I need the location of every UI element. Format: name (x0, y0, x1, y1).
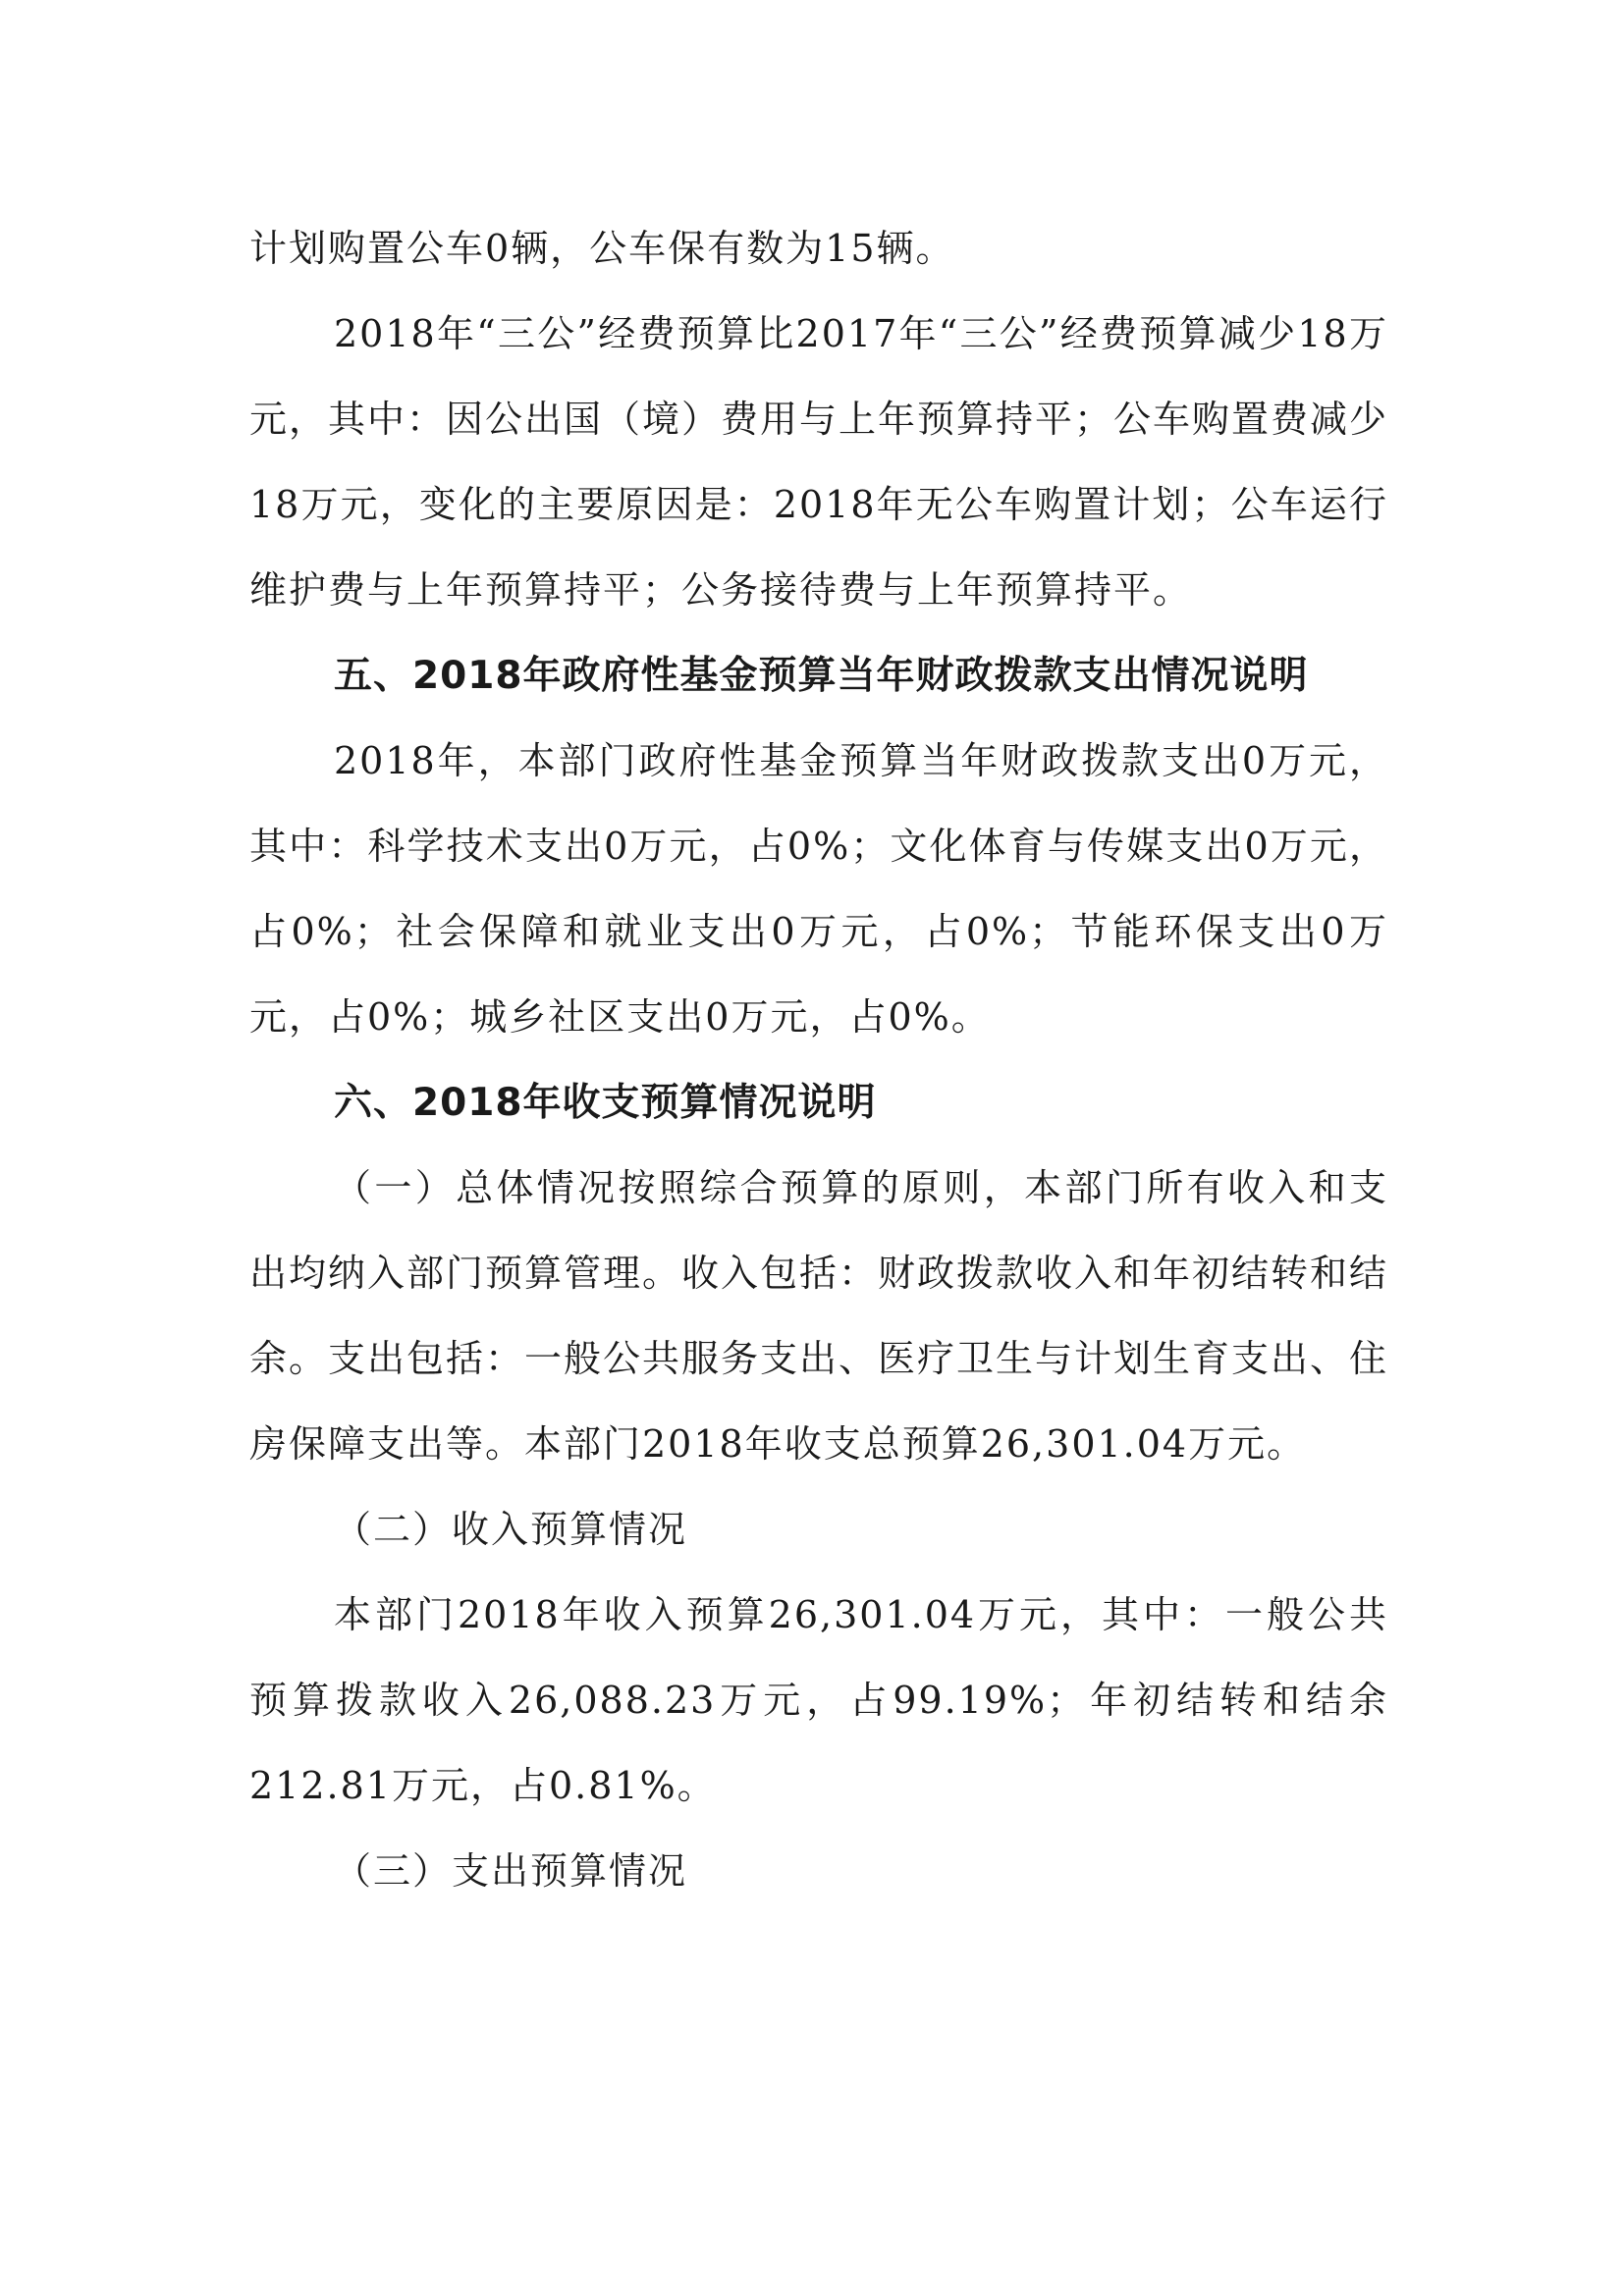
paragraph-three-public-expenses: 2018年“三公”经费预算比2017年“三公”经费预算减少18万元，其中：因公出国（境）费用与上年预算持平；公车购置费减少18万元，变化的主要原因是：2018年无公车购置计划；公车运行维护费与上年预算持平；公务接待费与上年预算持平。 (249, 312, 1389, 612)
subheading-income-budget: （二）收入预算情况 (334, 1508, 688, 1551)
document-body (249, 206, 1388, 1914)
paragraph-vehicles: 计划购置公车0辆，公车保有数为15辆。 (249, 227, 955, 270)
paragraph-government-fund: 2018年，本部门政府性基金预算当年财政拨款支出0万元，其中：科学技术支出0万元，占0%；文化体育与传媒支出0万元，占0%；社会保障和就业支出0万元，占0%；节能环保支出0万元，占0%；城乡社区支出0万元，占0%。 (249, 739, 1388, 1039)
paragraph-income-budget: 本部门2018年收入预算26,301.04万元，其中：一般公共预算拨款收入26,088.23万元，占99.19%；年初结转和结余212.81万元，占0.81%。 (249, 1593, 1388, 1807)
subheading-expense-budget: （三）支出预算情况 (334, 1849, 688, 1893)
section-heading-5: 五、2018年政府性基金预算当年财政拨款支出情况说明 (334, 654, 1309, 698)
paragraph-overall-budget: （一）总体情况按照综合预算的原则，本部门所有收入和支出均纳入部门预算管理。收入包括：财政拨款收入和年初结转和结余。支出包括：一般公共服务支出、医疗卫生与计划生育支出、住房保障支出等。本部门2018年收支总预算26,301.04万元。 (249, 1166, 1389, 1466)
section-heading-6: 六、2018年收支预算情况说明 (334, 1081, 877, 1125)
